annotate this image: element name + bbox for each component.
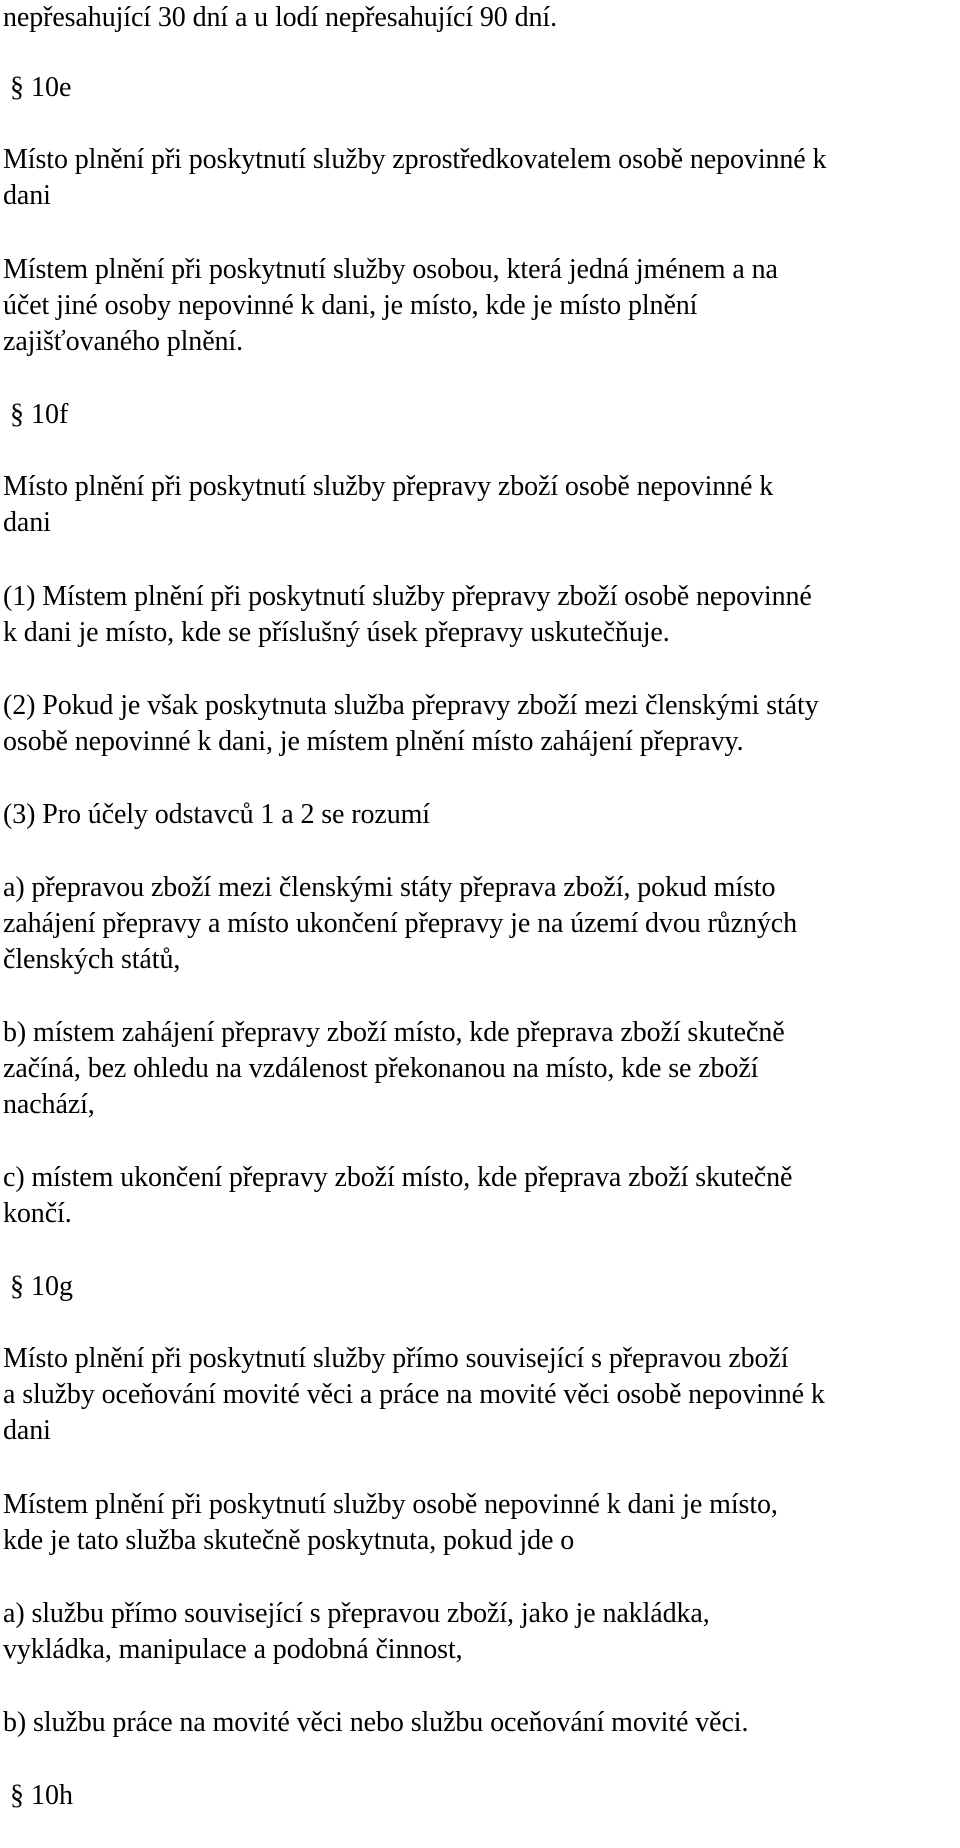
section-10f-p1-line-1: (1) Místem plnění při poskytnutí služby přepravy zboží osobě nepovinné	[3, 581, 812, 612]
section-title-10e-line-2: dani	[3, 180, 51, 211]
section-title-10g-line-2: a služby oceňování movité věci a práce na movité věci osobě nepovinné k	[3, 1379, 825, 1410]
section-10f-p3-line-1: (3) Pro účely odstavců 1 a 2 se rozumí	[3, 799, 430, 830]
section-10f-b-line-1: b) místem zahájení přepravy zboží místo, kde přeprava zboží skutečně	[3, 1017, 785, 1048]
section-title-10f-line-1: Místo plnění při poskytnutí služby přepravy zboží osobě nepovinné k	[3, 471, 774, 502]
section-10f-p1-line-2: k dani je místo, kde se příslušný úsek přepravy uskutečňuje.	[3, 617, 670, 648]
section-10g-a-line-2: vykládka, manipulace a podobná činnost,	[3, 1634, 463, 1665]
section-heading-10f: § 10f	[10, 399, 69, 430]
section-10e-body-line-1: Místem plnění při poskytnutí služby osobou, která jedná jménem a na	[3, 254, 778, 285]
section-title-10e-line-1: Místo plnění při poskytnutí služby zprostředkovatelem osobě nepovinné k	[3, 144, 827, 175]
section-10f-c-line-2: končí.	[3, 1198, 72, 1229]
section-10f-p2-line-1: (2) Pokud je však poskytnuta služba přepravy zboží mezi členskými státy	[3, 690, 819, 721]
section-10g-body-line-2: kde je tato služba skutečně poskytnuta, pokud jde o	[3, 1525, 575, 1556]
section-10g-a-line-1: a) službu přímo související s přepravou zboží, jako je nakládka,	[3, 1598, 710, 1629]
section-title-10g-line-3: dani	[3, 1415, 51, 1446]
section-10g-b-line-1: b) službu práce na movité věci nebo službu oceňování movité věci.	[3, 1707, 749, 1738]
section-10f-a-line-3: členských států,	[3, 944, 181, 975]
section-title-10g-line-1: Místo plnění při poskytnutí služby přímo související s přepravou zboží	[3, 1343, 789, 1374]
section-10f-a-line-1: a) přepravou zboží mezi členskými státy přeprava zboží, pokud místo	[3, 872, 776, 903]
section-10f-b-line-2: začíná, bez ohledu na vzdálenost překonanou na místo, kde se zboží	[3, 1053, 759, 1084]
section-heading-10g: § 10g	[10, 1271, 73, 1302]
section-10f-c-line-1: c) místem ukončení přepravy zboží místo, kde přeprava zboží skutečně	[3, 1162, 793, 1193]
section-10e-body-line-3: zajišťovaného plnění.	[3, 326, 244, 357]
section-10f-b-line-3: nachází,	[3, 1089, 95, 1120]
section-10f-p2-line-2: osobě nepovinné k dani, je místem plnění místo zahájení přepravy.	[3, 726, 744, 757]
section-heading-10h: § 10h	[10, 1780, 73, 1811]
section-title-10f-line-2: dani	[3, 507, 51, 538]
section-10e-body-line-2: účet jiné osoby nepovinné k dani, je místo, kde je místo plnění	[3, 290, 698, 321]
intro-line: nepřesahující 30 dní a u lodí nepřesahující 90 dní.	[3, 2, 557, 33]
section-heading-10e: § 10e	[10, 72, 72, 103]
section-10f-a-line-2: zahájení přepravy a místo ukončení přepravy je na území dvou různých	[3, 908, 798, 939]
section-10g-body-line-1: Místem plnění při poskytnutí služby osobě nepovinné k dani je místo,	[3, 1489, 778, 1520]
